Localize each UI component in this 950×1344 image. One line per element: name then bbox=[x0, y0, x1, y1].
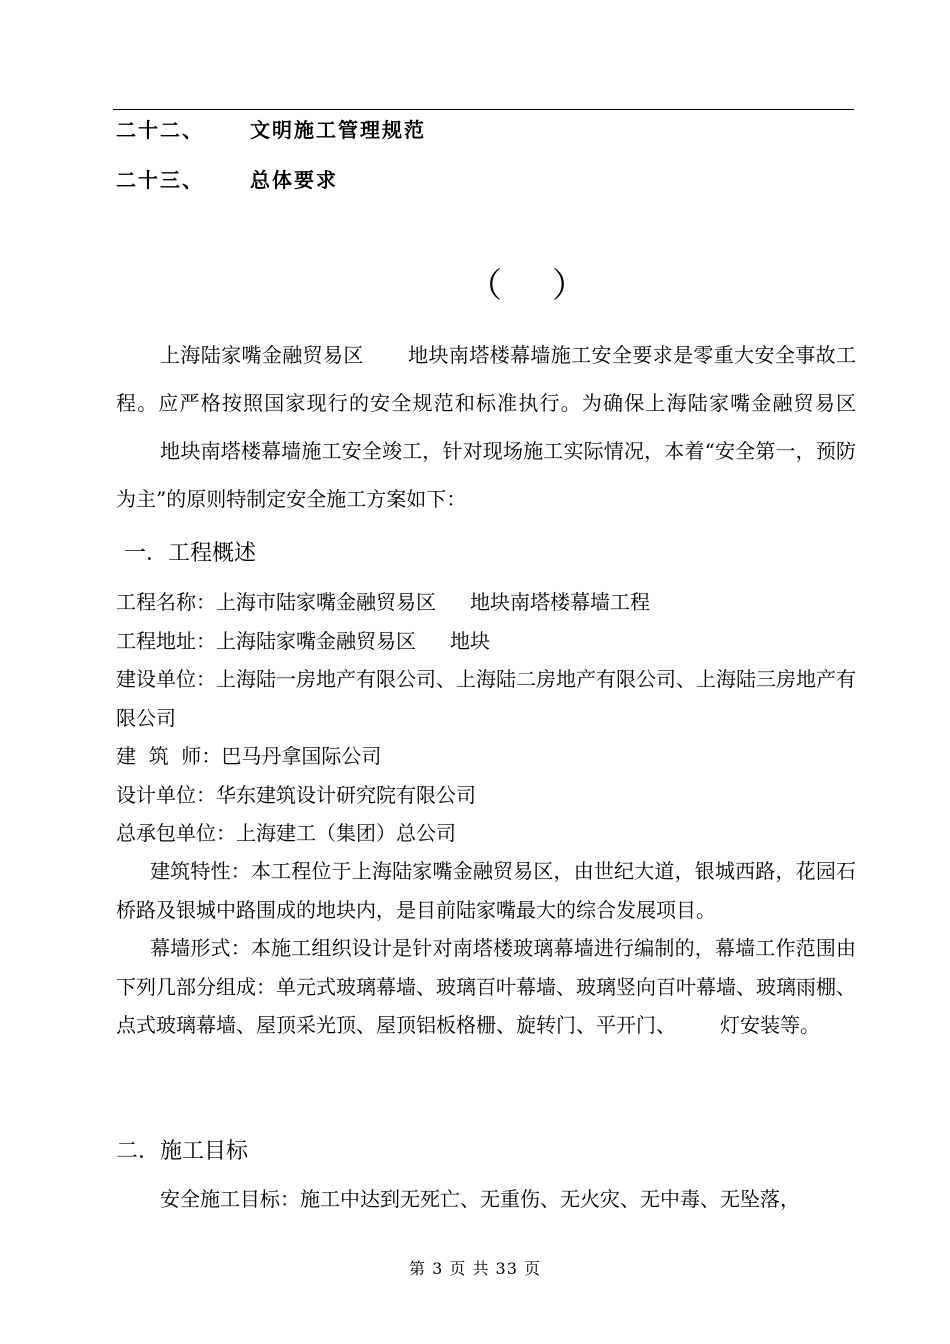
goal-paragraph: 安全施工目标：施工中达到无死亡、无重伤、无火灾、无中毒、无坠落， bbox=[160, 1187, 800, 1211]
features-paragraph: 建筑特性：本工程位于上海陆家嘴金融贸易区，由世纪大道，银城西路，花园石桥路及银城中路围成的地块内，是目前陆家嘴最大的综合发展项目。 bbox=[116, 859, 856, 922]
project-name-row bbox=[116, 583, 856, 622]
architect-row: 建 筑 师：巴马丹拿国际公司 bbox=[116, 744, 382, 768]
section-heading-overview: 一．工程概述 bbox=[124, 541, 257, 566]
project-address-label: 工程地址： bbox=[116, 628, 216, 653]
builder-row: 建设单位：上海陆一房地产有限公司、上海陆二房地产有限公司、上海陆三房地产有限公司 bbox=[116, 667, 856, 730]
intro-text-3: 地块南塔楼幕墙施工安全竣工，针对现场施工实际情况，本着“安全第一，预防为主”的原则特制定安全施工方案如下： bbox=[116, 439, 856, 511]
intro-text-2: 地块南塔楼幕墙施工安全要求是零重大安全事故工程。应严格按照国家现行的安全规范和标准执行。为确保上海陆家嘴金融贸易区 bbox=[116, 343, 856, 415]
project-name-value-a: 上海市陆家嘴金融贸易区 bbox=[216, 590, 436, 614]
toc-number: 二十三、 bbox=[116, 168, 204, 192]
contractor-row: 总承包单位：上海建工（集团）总公司 bbox=[116, 821, 456, 845]
toc-title: 总体要求 bbox=[250, 168, 338, 192]
curtain-text-2: 灯安装等。 bbox=[720, 1013, 820, 1037]
toc-entry-23 bbox=[116, 164, 338, 193]
project-address-row bbox=[116, 622, 856, 661]
toc-entry-22 bbox=[116, 114, 426, 143]
project-address-value-a: 上海陆家嘴金融贸易区 bbox=[216, 628, 416, 653]
page-footer: 第 3 页 共 33 页 bbox=[409, 1259, 541, 1278]
project-info bbox=[116, 583, 856, 853]
toc-title: 文明施工管理规范 bbox=[250, 118, 426, 142]
designer-row: 设计单位：华东建筑设计研究院有限公司 bbox=[116, 782, 476, 807]
paren-open: （ bbox=[468, 266, 502, 306]
intro-paragraph bbox=[116, 331, 856, 523]
toc-number: 二十二、 bbox=[116, 118, 204, 142]
paren-close: ） bbox=[552, 266, 586, 306]
project-name-value-b: 地块南塔楼幕墙工程 bbox=[470, 590, 650, 614]
header-rule bbox=[113, 109, 854, 110]
section-heading-goals: 二．施工目标 bbox=[116, 1139, 249, 1164]
curtain-paragraph bbox=[116, 929, 856, 1045]
project-name-label: 工程名称： bbox=[116, 590, 216, 614]
curtain-text-1: 幕墙形式：本施工组织设计是针对南塔楼玻璃幕墙进行编制的，幕墙工作范围由下列几部分组成：单元式玻璃幕墙、玻璃百叶幕墙、玻璃竖向百叶幕墙、玻璃雨棚、点式玻璃幕墙、屋顶采光顶、屋顶铝板格栅、旋转门、平开门、 bbox=[116, 936, 856, 1037]
intro-text-1: 上海陆家嘴金融贸易区 bbox=[160, 343, 364, 367]
project-address-value-b: 地块 bbox=[450, 628, 490, 653]
